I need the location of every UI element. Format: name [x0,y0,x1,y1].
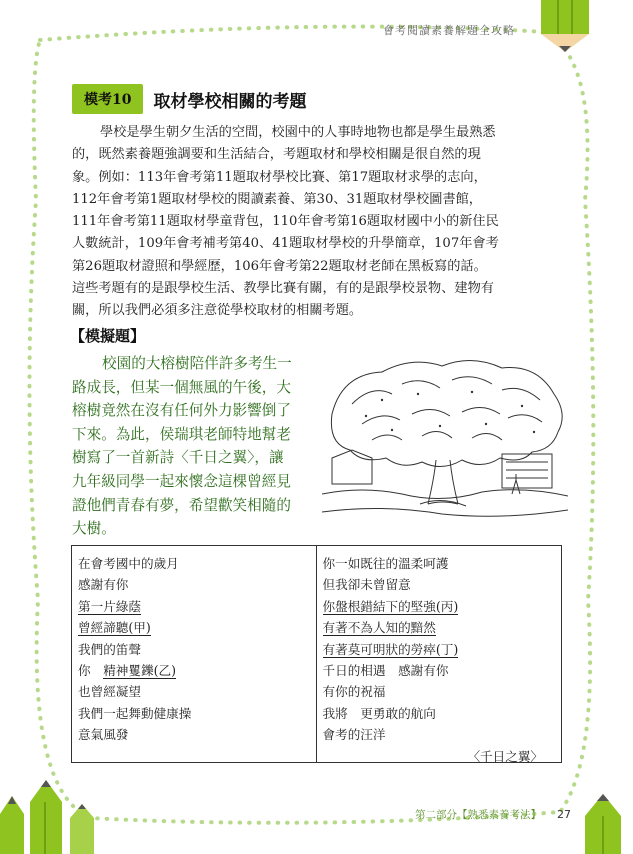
pencil-icon [537,0,593,52]
poem-line: 也曾經凝望 [78,684,141,700]
poem-column-right [317,546,562,762]
mock-title: 取材學校相關的考題 [153,91,307,112]
poem-line: 有你的祝福 [322,684,386,700]
mock-header [72,84,306,114]
poem-line: 你一如既往的溫柔呵護 [322,556,449,571]
underlined-phrase: 有著不為人知的黯然 [322,620,436,636]
underlined-phrase: 精神矍鑠(乙) [103,663,176,679]
underlined-phrase: 你盤根錯結下的堅強(丙) [322,598,459,614]
poem-line: 千日的相遇 感謝有你 [322,663,449,679]
passage-line: 九年級同學一起來懷念這棵曾經見 [72,472,291,490]
intro-line: 112年會考第1題取材學校的閱讀素養、第30、31題取材學校圖書館， [72,191,482,207]
passage-line: 榕樹竟然在沒有任何外力影響倒了 [72,402,291,420]
underlined-phrase: 曾經諦聽(甲) [78,620,151,636]
passage-line: 大樹。 [72,520,116,538]
simulation-heading: 【模擬題】 [70,327,146,345]
intro-line: 第26題取材證照和學經歷，106年會考第22題取材老師在黑板寫的話。 [72,258,487,274]
intro-line: 關，所以我們必須多注意從學校取材的相關考題。 [72,303,363,319]
poem-column-left [72,546,317,762]
poem-line [323,596,556,617]
running-head: 會考閱讀素養解題全攻略 [383,24,515,37]
poem-line: 我們一起舞動健康操 [78,705,192,721]
passage-line: 證他們青春有夢，希望歡笑相隨的 [72,496,291,514]
poem-line: 你 精神矍鑠(乙) [78,663,176,679]
passage-line: 樹寫了一首新詩〈千日之翼〉，讓 [72,449,284,467]
poem-line: 意氣風發 [78,727,129,743]
mock-badge: 模考10 [72,84,143,114]
footer-section: 第二部分【熟悉素養考法】 [415,809,541,821]
passage-paragraph [72,352,312,541]
page-number: 27 [557,808,571,821]
intro-line: 111年會考第11題取材學童背包，110年會考第16題取材國中小的新住民 [72,214,499,230]
underlined-phrase: 第一片綠蔭 [78,598,141,614]
banyan-tree-illustration [322,354,568,522]
passage-line: 下來。為此，侯瑞琪老師特地幫老 [72,425,291,443]
footer [415,807,571,822]
pencil-icon [563,784,633,854]
poem-line [78,596,310,617]
intro-line: 的，既然素養題強調要和生活結合，考題取材和學校相關是很自然的現 [72,147,481,163]
poem-title-signature: 〈千日之翼〉 [467,748,543,764]
passage-line: 校園的大榕樹陪伴許多考生一 [102,355,292,372]
poem-line: 感謝有你 [78,577,129,593]
intro-line: 這些考題有的是跟學校生活、教學比賽有關，有的是跟學校景物、建物有 [72,281,494,297]
intro-line: 學校是學生朝夕生活的空間，校園中的人事時地物也都是學生最熟悉 [100,125,496,140]
underlined-phrase: 有著莫可明狀的勞瘁(丁) [322,641,459,657]
intro-paragraph [72,122,560,323]
intro-line: 人數統計，109年會考補考第40、41題取材學校的升學簡章，107年會考 [72,236,499,252]
poem-line [323,639,556,660]
poem-line: 我將 更勇敢的航向 [322,705,436,721]
poem-line [323,617,556,638]
poem-line [78,617,310,638]
pencils-icon [0,774,120,854]
intro-line: 象。例如：113年會考第11題取材學校比賽、第17題取材求學的志向， [72,169,487,185]
poem-line: 我們的笛聲 [78,641,141,657]
poem-line: 但我卻未曾留意 [322,577,411,593]
poem-line: 會考的汪洋 [322,727,386,743]
poem-line: 在會考國中的歲月 [78,556,179,571]
passage-line: 路成長，但某一個無風的午後，大 [72,378,291,396]
poem-table [71,545,562,763]
